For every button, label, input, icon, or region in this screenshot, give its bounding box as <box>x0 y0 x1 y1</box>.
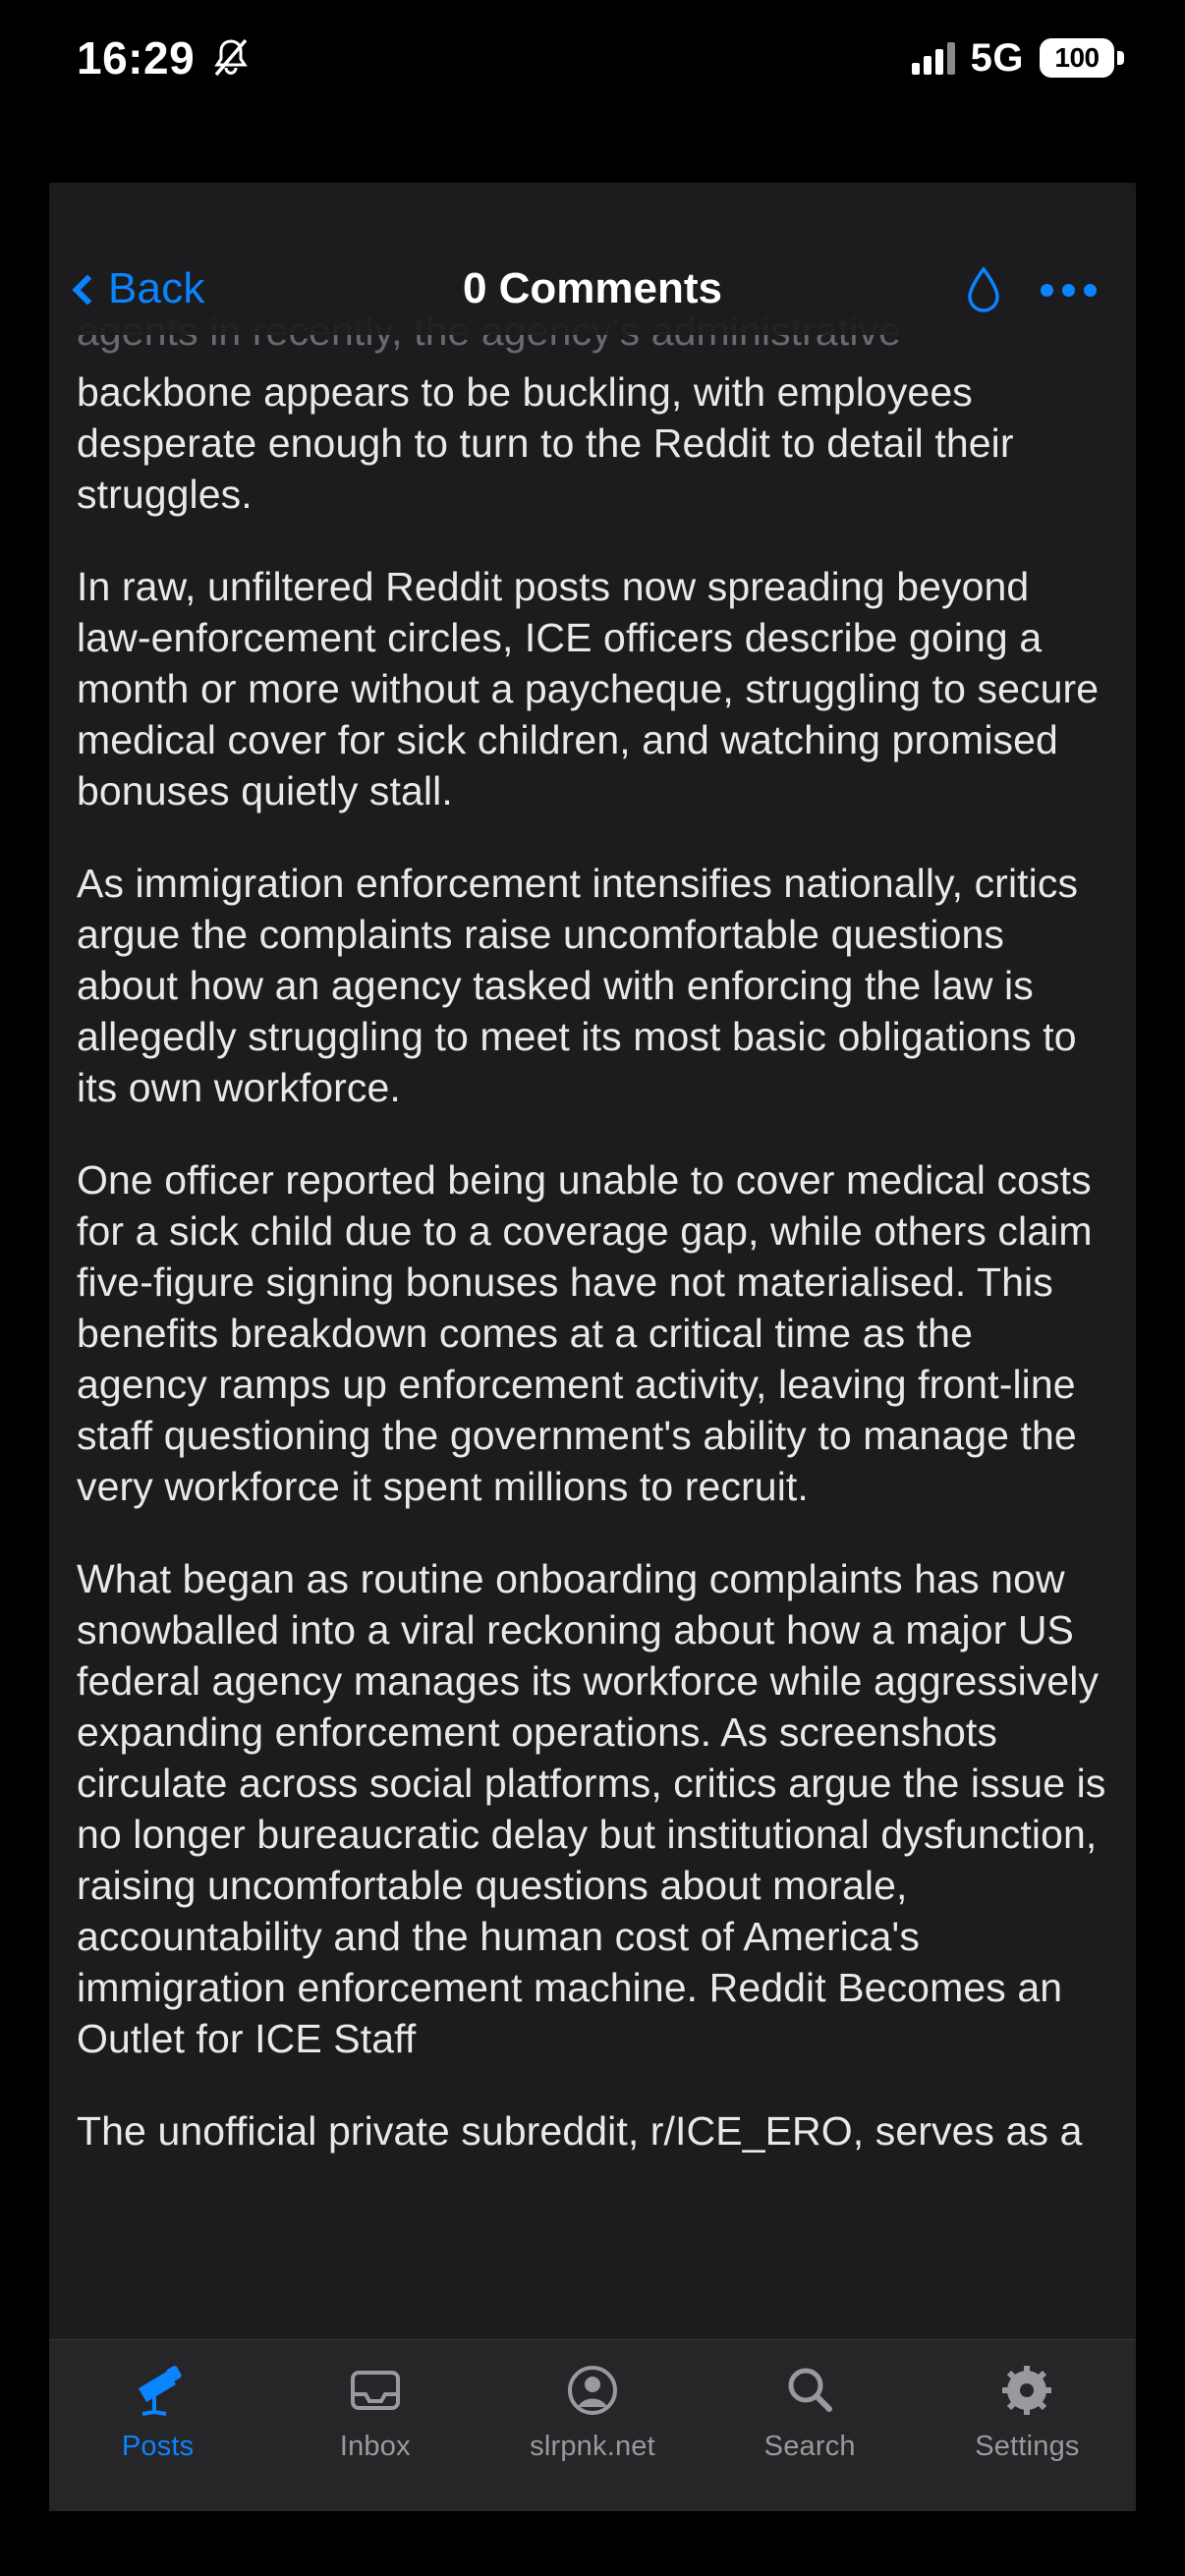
drop-icon[interactable] <box>964 266 1003 313</box>
gear-icon <box>999 2362 1054 2419</box>
article-content[interactable] <box>49 335 1136 2349</box>
tab-account[interactable] <box>483 2362 701 2463</box>
back-button-label: Back <box>108 264 205 312</box>
status-bar-left <box>77 31 250 84</box>
battery-percent: 100 <box>1054 42 1100 73</box>
back-button[interactable] <box>77 264 205 313</box>
article-paragraph: As immigration enforcement intensifies nationally, critics argue the complaints raise uncomfortable questions about how an agency tasked with enforcing the law is allegedly struggling to meet its most basic obligations to its own workforce. <box>77 861 1079 1110</box>
app-window <box>49 183 1136 2511</box>
inbox-icon <box>348 2362 403 2419</box>
tab-label: slrpnk.net <box>530 2431 655 2462</box>
navigation-bar <box>49 183 1136 335</box>
account-icon <box>565 2362 620 2419</box>
status-bar-right <box>912 36 1114 81</box>
chevron-left-icon <box>72 274 102 305</box>
telescope-icon <box>129 2362 188 2419</box>
article-paragraph: backbone appears to be buckling, with employees desperate enough to turn to the Reddit to detail their struggles. <box>77 369 1014 517</box>
article-paragraph: One officer reported being unable to cover medical costs for a sick child due to a coverage gap, while others claim five-figure signing bonuses have not materialised. This benefits breakdown comes at a critical time as the agency ramps up enforcement activity, leaving front-line staff questioning the government's ability to manage the very workforce it spent millions to recruit. <box>77 1157 1093 1509</box>
network-label: 5G <box>970 35 1024 80</box>
bell-muted-icon <box>212 37 250 79</box>
status-clock: 16:29 <box>77 32 196 84</box>
tab-label: Posts <box>121 2431 195 2462</box>
tab-search[interactable] <box>702 2362 919 2463</box>
tab-bar <box>49 2339 1136 2511</box>
more-options-icon[interactable] <box>1039 274 1099 307</box>
battery-indicator <box>1040 38 1114 78</box>
status-bar <box>0 0 1185 116</box>
tab-label: Settings <box>975 2431 1080 2462</box>
tab-inbox[interactable] <box>266 2362 483 2463</box>
tab-posts[interactable] <box>49 2362 266 2463</box>
tab-settings[interactable] <box>919 2362 1136 2463</box>
article-paragraph: In raw, unfiltered Reddit posts now spreading beyond law-enforcement circles, ICE officers describe going a month or more without a paycheque, struggling to secure medical cover for sick children, and watching promised bonuses quietly stall. <box>77 564 1100 813</box>
article-paragraph: The unofficial private subreddit, r/ICE_ERO, serves as a <box>77 2108 1083 2154</box>
tab-label: Inbox <box>339 2431 411 2462</box>
article-paragraph: What began as routine onboarding complaints has now snowballed into a viral reckoning about how a major US federal agency manages its workforce while aggressively expanding enforcement operations. As screenshots circulate across social platforms, critics argue the issue is no longer bureaucratic delay but institutional dysfunction, raising uncomfortable questions about morale, accountability and the human cost of America's immigration enforcement machine. Reddit Becomes an Outlet for ICE Staff <box>77 1556 1106 2061</box>
search-icon <box>782 2362 837 2419</box>
page-title: 0 Comments <box>462 264 723 312</box>
cellular-signal-icon <box>912 41 955 75</box>
navigation-bar-actions <box>964 266 1099 313</box>
tab-label: Search <box>763 2431 856 2462</box>
